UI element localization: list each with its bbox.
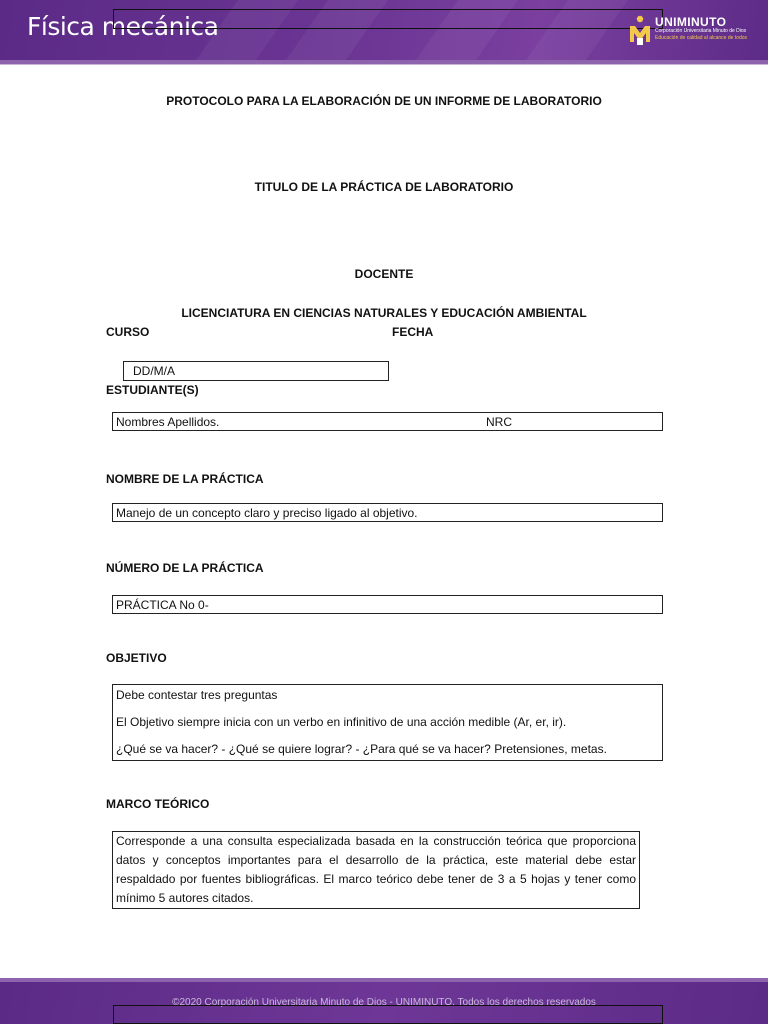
objective-field[interactable]	[112, 684, 663, 761]
program-name: LICENCIATURA EN CIENCIAS NATURALES Y EDUCACIÓN AMBIENTAL	[181, 306, 587, 320]
date-value: DD/M/A	[133, 364, 175, 378]
uniminuto-logo	[628, 14, 752, 48]
date-field[interactable]	[123, 361, 389, 381]
logo-tagline: Educación de calidad al alcance de todos	[655, 35, 748, 41]
course-title: Física mecánica	[27, 12, 219, 41]
header-text-box-outline	[113, 9, 663, 29]
docente-label: DOCENTE	[354, 267, 414, 281]
objective-line: El Objetivo siempre inicia con un verbo en infinitivo de una acción medible (Ar, er, ir).	[116, 715, 567, 729]
objective-label: OBJETIVO	[106, 651, 167, 665]
uniminuto-logo-icon	[628, 14, 652, 46]
theory-text: Corresponde a una consulta especializada basada en la construcción teórica que proporciona datos y conceptos importantes para el desarrollo de la práctica, este material debe estar respaldado por fuentes bibliográficas. El marco teórico debe tener de 3 a 5 hojas y tener como mínimo 5 autores citados.	[116, 834, 636, 905]
fecha-label: FECHA	[392, 325, 434, 339]
practice-title: TITULO DE LA PRÁCTICA DE LABORATORIO	[254, 180, 514, 194]
footer-copyright: ©2020 Corporación Universitaria Minuto de Dios - UNIMINUTO. Todos los derechos reservados	[172, 997, 596, 1008]
practice-name-field[interactable]	[112, 503, 663, 522]
practice-number-label: NÚMERO DE LA PRÁCTICA	[106, 561, 264, 575]
protocol-title: PROTOCOLO PARA LA ELABORACIÓN DE UN INFORME DE LABORATORIO	[166, 94, 602, 108]
objective-line: ¿Qué se va hacer? - ¿Qué se quiere lograr? - ¿Para qué se va hacer? Pretensiones, metas.	[116, 742, 607, 756]
theory-label: MARCO TEÓRICO	[106, 797, 210, 811]
nrc-label: NRC	[486, 415, 512, 429]
objective-line: Debe contestar tres preguntas	[116, 688, 278, 702]
curso-label: CURSO	[106, 325, 150, 339]
students-value: Nombres Apellidos.	[116, 415, 220, 429]
students-field[interactable]	[112, 412, 663, 431]
students-label: ESTUDIANTE(S)	[106, 383, 199, 397]
page-header-banner	[0, 0, 768, 60]
theory-field[interactable]	[112, 831, 640, 909]
footer-text-box-outline	[113, 1005, 663, 1024]
page-footer-banner	[0, 982, 768, 1024]
logo-name: UNIMINUTO	[655, 15, 727, 29]
header-divider-thin	[0, 64, 768, 65]
logo-subtitle: Corporación Universitaria Minuto de Dios	[655, 28, 747, 34]
practice-name-value: Manejo de un concepto claro y preciso ligado al objetivo.	[116, 506, 418, 520]
practice-name-label: NOMBRE DE LA PRÁCTICA	[106, 472, 264, 486]
practice-number-value: PRÁCTICA No 0-	[116, 598, 209, 612]
practice-number-field[interactable]	[112, 595, 663, 614]
